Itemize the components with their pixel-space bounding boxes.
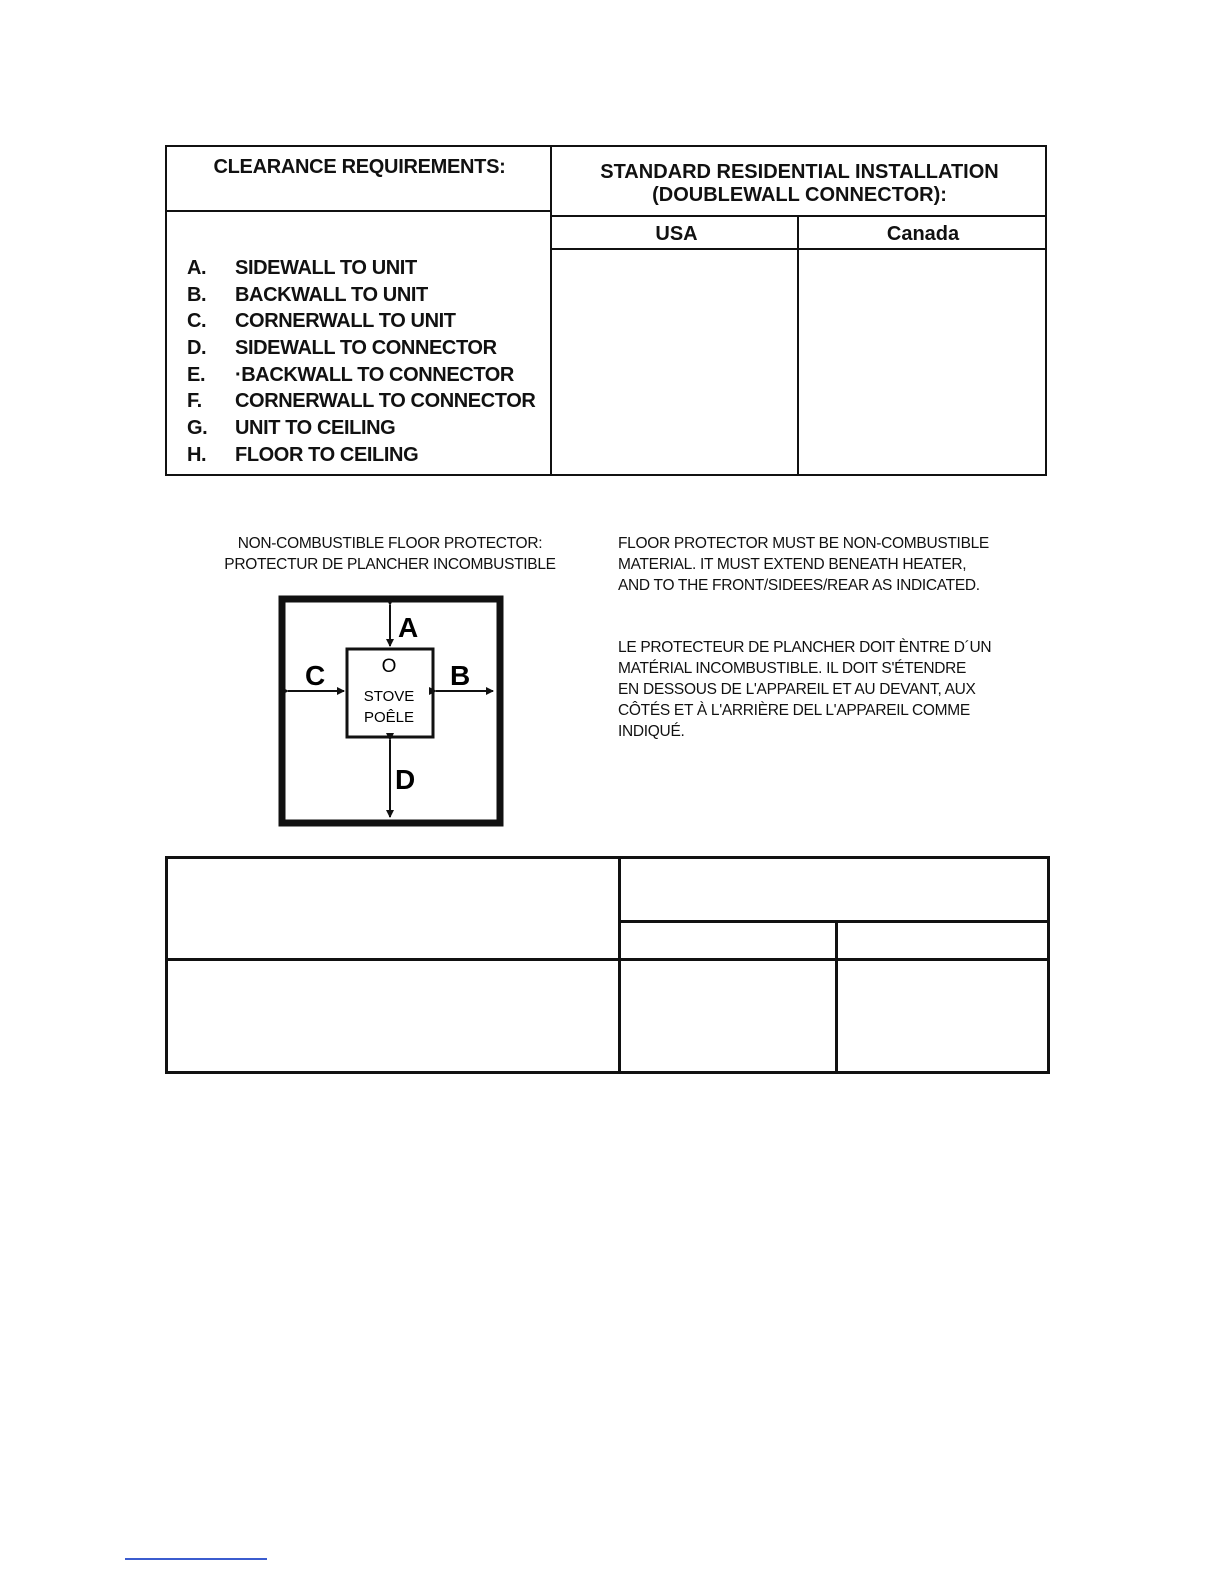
note-line: LE PROTECTEUR DE PLANCHER DOIT ÈNTRE D´UN xyxy=(618,639,992,656)
label-b: B xyxy=(450,660,471,691)
note-line: INDIQUÉ. xyxy=(618,723,685,740)
item-letter: H. xyxy=(187,443,207,466)
table-divider xyxy=(167,210,552,212)
clearance-table xyxy=(165,145,1047,476)
floor-protector-note-french xyxy=(618,637,991,742)
table-divider xyxy=(618,859,621,1071)
column-header-usa: USA xyxy=(655,223,698,245)
label-d: D xyxy=(395,764,416,795)
table-divider xyxy=(797,217,799,474)
floor-protector-note-english xyxy=(618,533,989,596)
floor-protector-caption xyxy=(200,533,580,575)
blank-table xyxy=(165,856,1050,1074)
item-label: CORNERWALL TO UNIT xyxy=(235,310,456,333)
list-item xyxy=(187,308,535,335)
note-line: FLOOR PROTECTOR MUST BE NON-COMBUSTIBLE xyxy=(618,535,989,552)
note-line: AND TO THE FRONT/SIDEES/REAR AS INDICATED. xyxy=(618,577,980,594)
item-letter: B. xyxy=(187,283,207,306)
list-item xyxy=(187,442,535,469)
item-label: SIDEWALL TO UNIT xyxy=(235,256,417,279)
item-letter: A. xyxy=(187,256,207,279)
item-label: UNIT TO CEILING xyxy=(235,416,396,439)
item-label: CORNERWALL TO CONNECTOR xyxy=(235,390,536,413)
installation-header-line2: (DOUBLEWALL CONNECTOR): xyxy=(652,184,947,206)
installation-header xyxy=(554,147,1045,217)
note-line: MATÉRIAL INCOMBUSTIBLE. IL DOIT S'ÉTENDRE xyxy=(618,660,967,677)
item-letter: F. xyxy=(187,390,202,413)
item-label: SIDEWALL TO CONNECTOR xyxy=(235,336,497,359)
stove-label-french: POÊLE xyxy=(363,709,415,726)
note-line: EN DESSOUS DE L'APPAREIL ET AU DEVANT, AUX xyxy=(618,681,976,698)
flue-mark: O xyxy=(381,656,397,677)
requirement-list xyxy=(187,255,535,469)
item-letter: D. xyxy=(187,336,207,359)
label-a: A xyxy=(398,612,419,643)
caption-french: PROTECTUR DE PLANCHER INCOMBUSTIBLE xyxy=(224,556,556,573)
list-item xyxy=(187,415,535,442)
footer-rule xyxy=(125,1558,267,1560)
label-c: C xyxy=(305,660,326,691)
item-letter: C. xyxy=(187,310,207,333)
item-label: ·BACKWALL TO CONNECTOR xyxy=(235,363,514,386)
item-label: BACKWALL TO UNIT xyxy=(235,283,428,306)
item-letter: E. xyxy=(187,363,206,386)
table-divider xyxy=(168,958,1047,961)
note-line: CÔTÉS ET À L'ARRIÈRE DEL L'APPAREIL COMME xyxy=(618,702,970,719)
list-item xyxy=(187,255,535,282)
stove-label-english: STOVE xyxy=(363,688,415,705)
list-item xyxy=(187,335,535,362)
table-divider xyxy=(835,922,838,1071)
column-header-canada: Canada xyxy=(886,223,960,245)
list-item xyxy=(187,388,535,415)
list-item xyxy=(187,282,535,309)
caption-english: NON-COMBUSTIBLE FLOOR PROTECTOR: xyxy=(237,535,543,552)
table-divider xyxy=(621,920,1047,923)
note-line: MATERIAL. IT MUST EXTEND BENEATH HEATER, xyxy=(618,556,967,573)
item-letter: G. xyxy=(187,416,208,439)
clearance-header: CLEARANCE REQUIREMENTS: xyxy=(213,156,506,178)
installation-header-line1: STANDARD RESIDENTIAL INSTALLATION xyxy=(600,161,999,183)
list-item xyxy=(187,362,535,389)
item-label: FLOOR TO CEILING xyxy=(235,443,419,466)
floor-protector-diagram xyxy=(278,595,504,827)
